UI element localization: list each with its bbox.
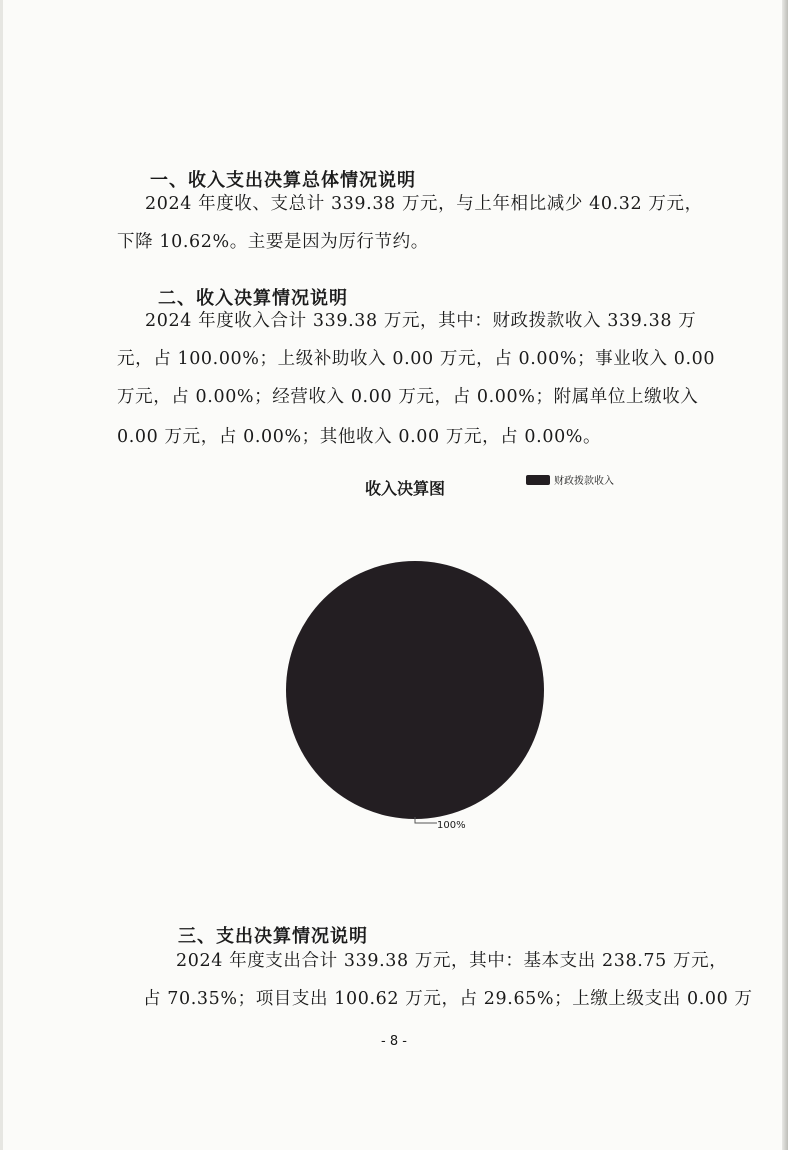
chart-title: 收入决算图 <box>365 479 446 498</box>
section-2-line-4: 0.00 万元，占 0.00%；其他收入 0.00 万元，占 0.00%。 <box>117 427 602 447</box>
pie-chart <box>270 545 560 835</box>
section-1-line-1: 2024 年度收、支总计 339.38 万元，与上年相比减少 40.32 万元， <box>145 194 703 214</box>
slice-label: 100% <box>437 820 466 831</box>
pie-slice-0 <box>286 561 544 819</box>
scan-edge-left <box>0 0 3 1150</box>
legend-label: 财政拨款收入 <box>554 476 614 487</box>
section-2-line-1: 2024 年度收入合计 339.38 万元，其中：财政拨款收入 339.38 万 <box>145 311 697 331</box>
section-1-heading: 一、收入支出决算总体情况说明 <box>150 170 416 191</box>
section-1-line-2: 下降 10.62%。主要是因为厉行节约。 <box>117 232 429 252</box>
chart-legend <box>526 472 614 487</box>
page-number: - 8 - <box>381 1034 407 1049</box>
section-3-heading: 三、支出决算情况说明 <box>178 926 368 947</box>
legend-swatch <box>526 475 550 485</box>
section-2-line-2: 元，占 100.00%；上级补助收入 0.00 万元，占 0.00%；事业收入 0.00 <box>117 349 716 369</box>
section-3-line-1: 2024 年度支出合计 339.38 万元，其中：基本支出 238.75 万元， <box>176 951 728 971</box>
section-2-heading: 二、收入决算情况说明 <box>158 288 348 309</box>
scan-edge-right <box>782 0 788 1150</box>
section-2-line-3: 万元，占 0.00%；经营收入 0.00 万元，占 0.00%；附属单位上缴收入 <box>117 387 699 407</box>
section-3-line-2: 占 70.35%；项目支出 100.62 万元，占 29.65%；上缴上级支出 0.00 万 <box>143 989 753 1009</box>
